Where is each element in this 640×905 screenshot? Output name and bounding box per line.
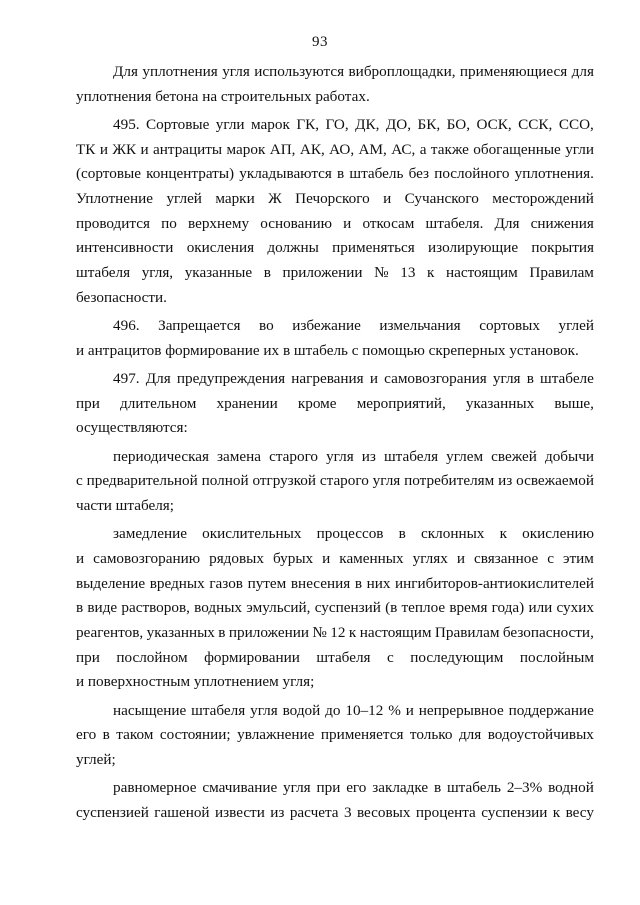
word: укладываются bbox=[239, 165, 332, 183]
word: в bbox=[76, 599, 84, 617]
text-line bbox=[76, 724, 594, 746]
word: гашеной bbox=[154, 803, 210, 821]
word: с bbox=[547, 549, 554, 567]
word: из bbox=[498, 472, 513, 490]
word: угля bbox=[283, 779, 311, 797]
word: процессов bbox=[316, 525, 384, 543]
word: БК, bbox=[417, 115, 441, 133]
word: марок bbox=[251, 115, 290, 133]
word: реагентов, bbox=[76, 623, 144, 641]
word: для bbox=[571, 63, 594, 80]
word: штабеля bbox=[316, 648, 371, 666]
word: во bbox=[259, 317, 274, 334]
word: водоустойчивых bbox=[487, 726, 594, 744]
word: применяющиеся bbox=[459, 63, 568, 80]
word: Для bbox=[145, 369, 171, 387]
word: снижения bbox=[530, 214, 594, 232]
word: угля bbox=[326, 447, 354, 465]
text-line bbox=[76, 237, 594, 259]
word: нагревания bbox=[291, 369, 364, 387]
word: предварительной bbox=[86, 472, 198, 490]
word: смачивание bbox=[202, 779, 278, 797]
word: используются bbox=[254, 63, 345, 80]
word: и bbox=[322, 549, 331, 567]
word: каменных bbox=[339, 549, 404, 567]
word: угля bbox=[250, 701, 278, 719]
word: изолирующие bbox=[428, 239, 519, 257]
word: Для bbox=[113, 63, 138, 80]
word: связанное bbox=[474, 549, 539, 567]
word: старого bbox=[269, 447, 319, 465]
word: вредных bbox=[149, 574, 205, 592]
word: должны bbox=[267, 239, 319, 257]
word: послойным bbox=[519, 648, 594, 666]
word: проводится bbox=[76, 214, 150, 232]
word: приложении bbox=[228, 623, 309, 641]
word: извести bbox=[214, 803, 265, 821]
word: при bbox=[76, 394, 100, 412]
word: с bbox=[387, 648, 394, 666]
word: полной bbox=[201, 472, 249, 490]
word: Правилам bbox=[529, 264, 594, 282]
word: суспензии bbox=[481, 803, 548, 821]
text-line: углей; bbox=[76, 750, 116, 768]
word: Запрещается bbox=[158, 317, 241, 334]
word: при bbox=[76, 648, 100, 666]
word: выше, bbox=[554, 394, 594, 412]
word: непрерывное bbox=[418, 701, 504, 719]
word: к bbox=[427, 264, 435, 282]
word: угля bbox=[492, 369, 521, 387]
word: 495. bbox=[113, 115, 140, 133]
word: потребителям bbox=[404, 472, 495, 490]
word: антрациты bbox=[153, 140, 223, 158]
text-line: части штабеля; bbox=[76, 496, 174, 514]
word: уплотнения bbox=[142, 63, 218, 80]
text-line bbox=[76, 393, 594, 415]
text-line: уплотнения бетона на строительных работах. bbox=[76, 87, 370, 105]
word: к bbox=[552, 803, 561, 821]
word: углей bbox=[166, 190, 202, 207]
word: 496. bbox=[113, 317, 140, 334]
word: к bbox=[348, 623, 357, 641]
word: настоящим bbox=[359, 623, 432, 641]
word: угли bbox=[565, 140, 594, 158]
text-line: и антрацитов формирование их в штабель с помощью скреперных установок. bbox=[76, 341, 579, 359]
word: и bbox=[456, 549, 465, 567]
text-line bbox=[76, 548, 594, 570]
word: указанных bbox=[465, 394, 535, 412]
word: в bbox=[398, 525, 406, 543]
word: ГО, bbox=[325, 115, 349, 133]
word: и bbox=[343, 214, 352, 232]
word: 12 bbox=[330, 623, 346, 641]
word: штабель bbox=[349, 165, 404, 183]
word: углей bbox=[558, 317, 594, 334]
word: склонных bbox=[421, 525, 485, 543]
word: добычи bbox=[544, 447, 594, 465]
word: штабеля. bbox=[425, 214, 484, 232]
word: освежаемой bbox=[516, 472, 594, 490]
word: и bbox=[383, 190, 392, 207]
word: ССК, bbox=[518, 115, 553, 133]
word: в bbox=[102, 726, 110, 744]
word: ЖК bbox=[112, 140, 137, 158]
word: виде bbox=[87, 599, 118, 617]
word: № bbox=[374, 264, 389, 282]
word: (сортовые bbox=[76, 165, 141, 183]
text-line bbox=[113, 523, 594, 545]
word: и bbox=[76, 549, 85, 567]
word: ГК, bbox=[296, 115, 320, 133]
word: угля, bbox=[141, 264, 174, 282]
word: из bbox=[270, 803, 285, 821]
text-line: и поверхностным уплотнением угля; bbox=[76, 673, 315, 691]
word: кроме bbox=[297, 394, 337, 412]
word: послойном bbox=[116, 648, 188, 666]
word: в bbox=[337, 165, 345, 183]
word: АП, bbox=[269, 140, 296, 158]
word: до bbox=[325, 701, 341, 719]
text-line bbox=[76, 622, 594, 644]
word: таком bbox=[116, 726, 154, 744]
word: а bbox=[419, 140, 427, 158]
text-line bbox=[76, 573, 594, 595]
word: в bbox=[526, 369, 534, 387]
text-line bbox=[76, 262, 594, 284]
word: окисления bbox=[186, 239, 255, 257]
word: приложении bbox=[282, 264, 363, 282]
text-line bbox=[76, 802, 594, 824]
text-line: осуществляются: bbox=[76, 419, 188, 437]
word: послойного bbox=[434, 165, 510, 183]
word: окислительных bbox=[202, 525, 302, 543]
word: применяется bbox=[320, 726, 404, 744]
word: внесения bbox=[290, 574, 351, 592]
word: 3 bbox=[343, 803, 352, 821]
page-number: 93 bbox=[312, 34, 328, 50]
word: его bbox=[346, 779, 367, 797]
word: суспензий bbox=[314, 599, 381, 617]
word: рядовых bbox=[209, 549, 264, 567]
word: ОСК, bbox=[476, 115, 512, 133]
word: весовых bbox=[356, 803, 411, 821]
word: формировании bbox=[204, 648, 300, 666]
word: БО, bbox=[446, 115, 471, 133]
word: интенсивности bbox=[76, 239, 174, 257]
word: процента bbox=[415, 803, 476, 821]
word: суспензией bbox=[76, 803, 149, 821]
word: ДО, bbox=[385, 115, 412, 133]
word: Печорского bbox=[295, 190, 370, 207]
word: покрытия bbox=[531, 239, 594, 257]
word: только bbox=[409, 726, 453, 744]
word: хранении bbox=[216, 394, 278, 412]
word: с bbox=[76, 472, 83, 490]
word: сухих bbox=[556, 599, 594, 617]
word: года) bbox=[491, 599, 525, 617]
word: отгрузкой bbox=[252, 472, 317, 490]
word: штабеля bbox=[191, 701, 246, 719]
word: к bbox=[499, 525, 507, 543]
word: месторождений bbox=[492, 190, 594, 207]
text-line bbox=[76, 163, 594, 185]
word: угля bbox=[372, 472, 401, 490]
word: штабель bbox=[446, 779, 501, 797]
word: ингибиторов-антиокислителей bbox=[395, 574, 594, 592]
word: Ж bbox=[268, 190, 282, 207]
word: эмульсий, bbox=[246, 599, 311, 617]
word: основанию bbox=[260, 214, 332, 232]
word: для bbox=[458, 726, 482, 744]
word: замедление bbox=[113, 525, 187, 543]
word: сортовых bbox=[479, 317, 540, 334]
word: избежание bbox=[292, 317, 361, 334]
word: этим bbox=[563, 549, 594, 567]
word: штабеля bbox=[76, 264, 131, 282]
word: верхнему bbox=[188, 214, 250, 232]
word: бурых bbox=[272, 549, 314, 567]
word: поддержание bbox=[508, 701, 594, 719]
word: периодическая bbox=[113, 447, 209, 465]
text-line bbox=[113, 315, 594, 337]
text-line bbox=[113, 368, 594, 390]
word: Для bbox=[494, 214, 520, 232]
word: откосам bbox=[362, 214, 415, 232]
text-line bbox=[113, 777, 594, 799]
word: по bbox=[161, 214, 177, 232]
word: его bbox=[76, 726, 97, 744]
word: Сучанского bbox=[404, 190, 479, 207]
word: последующим bbox=[410, 648, 504, 666]
word: АС, bbox=[391, 140, 416, 158]
word: насыщение bbox=[113, 701, 187, 719]
text-line bbox=[76, 647, 594, 669]
word: измельчания bbox=[379, 317, 461, 334]
word: самовозгорания bbox=[384, 369, 487, 387]
word: 497. bbox=[113, 369, 140, 387]
word: без bbox=[408, 165, 430, 183]
word: при bbox=[316, 779, 341, 797]
word: Правилам bbox=[434, 623, 500, 641]
text-line bbox=[113, 61, 594, 83]
word: закладке bbox=[372, 779, 429, 797]
word: штабеля bbox=[383, 447, 439, 465]
text-line: безопасности. bbox=[76, 288, 167, 306]
word: теплое bbox=[401, 599, 446, 617]
word: в bbox=[433, 779, 442, 797]
word: путем bbox=[247, 574, 287, 592]
word: также bbox=[430, 140, 469, 158]
word: % bbox=[388, 701, 401, 719]
word: увлажнение bbox=[237, 726, 315, 744]
text-line bbox=[76, 213, 594, 235]
word: время bbox=[449, 599, 488, 617]
word: свежей bbox=[491, 447, 537, 465]
word: 10–12 bbox=[345, 701, 384, 719]
word: самовозгоранию bbox=[93, 549, 201, 567]
word: настоящим bbox=[446, 264, 518, 282]
word: выделение bbox=[76, 574, 146, 592]
word: АМ, bbox=[358, 140, 387, 158]
word: из bbox=[361, 447, 376, 465]
word: окислению bbox=[522, 525, 594, 543]
text-line bbox=[76, 188, 594, 210]
word: водой bbox=[282, 701, 321, 719]
word: углях bbox=[412, 549, 448, 567]
word: ТК bbox=[76, 140, 96, 158]
word: 2–3% bbox=[506, 779, 543, 797]
word: в bbox=[218, 623, 226, 641]
word: в bbox=[354, 574, 362, 592]
word: безопасности, bbox=[502, 623, 594, 641]
word: обогащенные bbox=[473, 140, 561, 158]
text-line bbox=[113, 114, 594, 136]
word: предупреждения bbox=[176, 369, 286, 387]
word: АК, bbox=[299, 140, 325, 158]
word: весу bbox=[565, 803, 594, 821]
word: (в bbox=[385, 599, 398, 617]
word: применяться bbox=[332, 239, 415, 257]
text-line bbox=[113, 700, 594, 722]
word: указанных bbox=[146, 623, 215, 641]
word: 13 bbox=[400, 264, 416, 282]
word: штабеле bbox=[540, 369, 594, 387]
word: марок bbox=[226, 140, 266, 158]
word: растворов, bbox=[121, 599, 190, 617]
word: расчета bbox=[289, 803, 339, 821]
word: виброплощадки, bbox=[348, 63, 456, 80]
word: в bbox=[263, 264, 271, 282]
word: них bbox=[366, 574, 391, 592]
word: уплотнения. bbox=[514, 165, 594, 183]
word: водных bbox=[194, 599, 243, 617]
word: газов bbox=[209, 574, 243, 592]
word: и bbox=[140, 140, 149, 158]
text-line bbox=[76, 597, 594, 619]
word: и bbox=[405, 701, 414, 719]
word: водной bbox=[548, 779, 594, 797]
word: Уплотнение bbox=[76, 190, 154, 207]
word: замена bbox=[217, 447, 262, 465]
text-line bbox=[76, 470, 594, 492]
word: № bbox=[312, 623, 327, 641]
word: старого bbox=[319, 472, 369, 490]
word: угли bbox=[215, 115, 245, 133]
word: состоянии; bbox=[159, 726, 231, 744]
word: ДК, bbox=[355, 115, 380, 133]
text-line bbox=[113, 446, 594, 468]
word: угля bbox=[222, 63, 250, 80]
word: равномерное bbox=[113, 779, 197, 797]
word: и bbox=[99, 140, 108, 158]
word: Сортовые bbox=[146, 115, 210, 133]
text-line bbox=[76, 139, 594, 161]
word: марки bbox=[215, 190, 255, 207]
word: ССО, bbox=[558, 115, 594, 133]
word: и bbox=[369, 369, 378, 387]
word: концентраты) bbox=[146, 165, 235, 183]
word: или bbox=[528, 599, 553, 617]
word: углем bbox=[446, 447, 484, 465]
word: указанные bbox=[184, 264, 253, 282]
word: мероприятий, bbox=[356, 394, 446, 412]
word: длительном bbox=[120, 394, 197, 412]
word: АО, bbox=[329, 140, 355, 158]
